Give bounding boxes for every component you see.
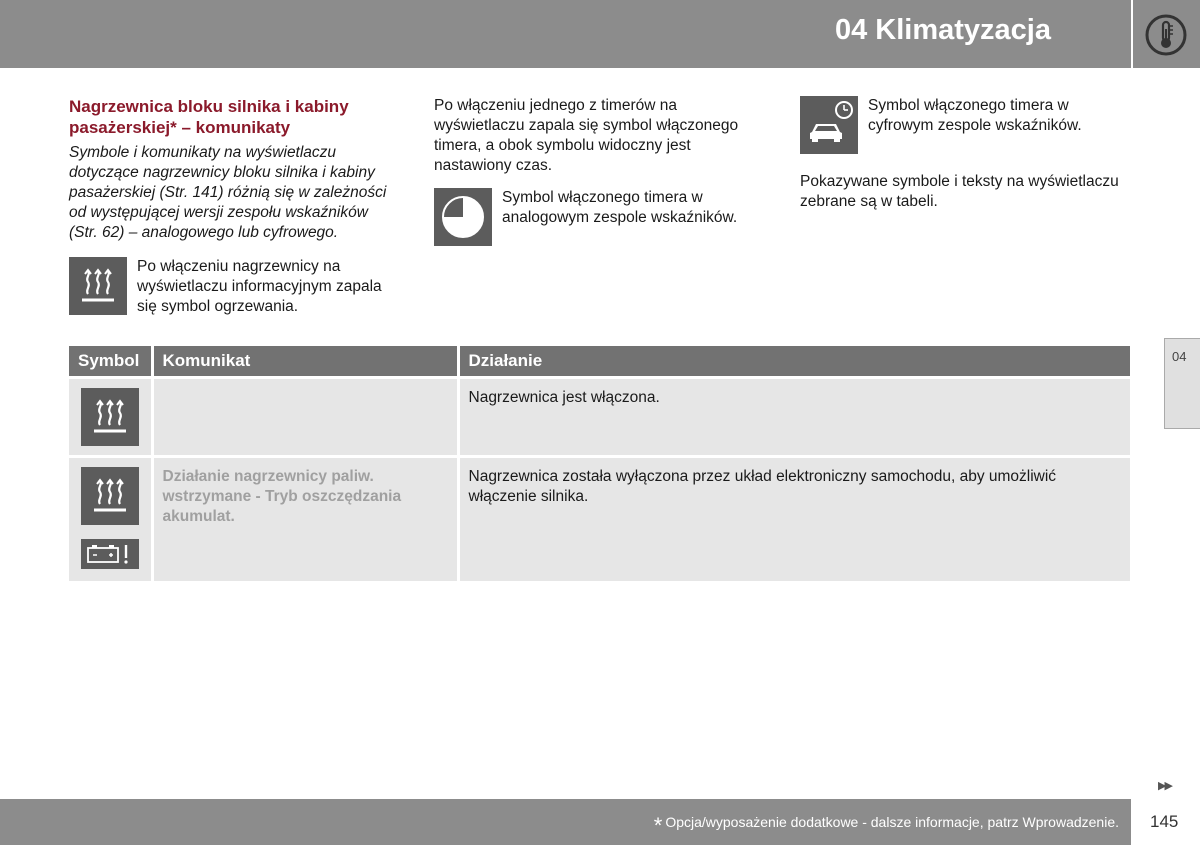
table-header-row: [69, 346, 1130, 378]
column-2: [434, 96, 770, 246]
message-cell: Działanie nagrzewnicy paliw. wstrzymane - Tryb oszczędzania akumulat.: [152, 457, 458, 582]
column-1: [69, 96, 399, 317]
continue-arrows-icon: ▶▶: [1158, 780, 1171, 792]
digital-timer-row: [800, 96, 1130, 154]
symbol-cell: [69, 378, 152, 457]
header-message: Komunikat: [152, 346, 458, 378]
table-row: [69, 378, 1130, 457]
page-number: 145: [1150, 812, 1179, 831]
table-row: [69, 457, 1130, 582]
analog-timer-row: [434, 188, 770, 246]
digital-timer-car-icon: [800, 96, 858, 154]
section-heading: Nagrzewnica bloku silnika i kabiny pasażerskiej* – komunikaty: [69, 97, 349, 137]
thermometer-icon: [1145, 14, 1187, 56]
heat-waves-icon: [81, 467, 139, 525]
footnote-text: Opcja/wyposażenie dodatkowe - dalsze informacje, patrz Wprowadzenie.: [665, 814, 1119, 830]
battery-warning-icon: [81, 539, 139, 569]
action-cell: Nagrzewnica jest włączona.: [458, 378, 1130, 457]
footer-bar: [0, 799, 1131, 845]
heater-symbol-row: [69, 257, 399, 317]
heat-waves-icon: [69, 257, 127, 315]
column-3: [800, 96, 1130, 212]
chapter-title: 04 Klimatyzacja: [834, 14, 1051, 46]
chapter-icon-box: [1133, 0, 1200, 68]
action-cell: Nagrzewnica została wyłączona przez układ elektroniczny samochodu, aby umożliwić włączenie silnika.: [458, 457, 1130, 582]
digital-timer-description: Symbol włączonego timera w cyfrowym zespole wskaźników.: [868, 97, 1082, 134]
side-tab-label: 04: [1172, 349, 1187, 364]
chapter-side-tab[interactable]: [1164, 338, 1200, 429]
heat-waves-icon: [81, 388, 139, 446]
header-action: Działanie: [458, 346, 1130, 378]
heater-description: Po włączeniu nagrzewnicy na wyświetlaczu informacyjnym zapala się symbol ogrzewania.: [137, 258, 382, 315]
table-intro: Pokazywane symbole i teksty na wyświetlaczu zebrane są w tabeli.: [800, 173, 1119, 210]
message-cell: [152, 378, 458, 457]
symbol-cell: [69, 457, 152, 582]
timer-description: Po włączeniu jednego z timerów na wyświetlaczu zapala się symbol włączonego timera, a obok symbolu widoczny jest nastawiony czas.: [434, 97, 739, 174]
analog-timer-icon: [434, 188, 492, 246]
footnote-star: *: [653, 813, 663, 838]
analog-timer-description: Symbol włączonego timera w analogowym zespole wskaźników.: [502, 189, 738, 226]
header-symbol: Symbol: [69, 346, 152, 378]
intro-text: Symbole i komunikaty na wyświetlaczu dotyczące nagrzewnicy bloku silnika i kabiny pasażerskiej (Str. 141) różnią się w zależności od występującej wersji zespołu wskaźników (Str. 62) – analogowego lub cyfrowego.: [69, 144, 387, 241]
messages-table: [69, 346, 1130, 581]
header-bar: [0, 0, 1131, 68]
footer-note: [654, 813, 1119, 839]
